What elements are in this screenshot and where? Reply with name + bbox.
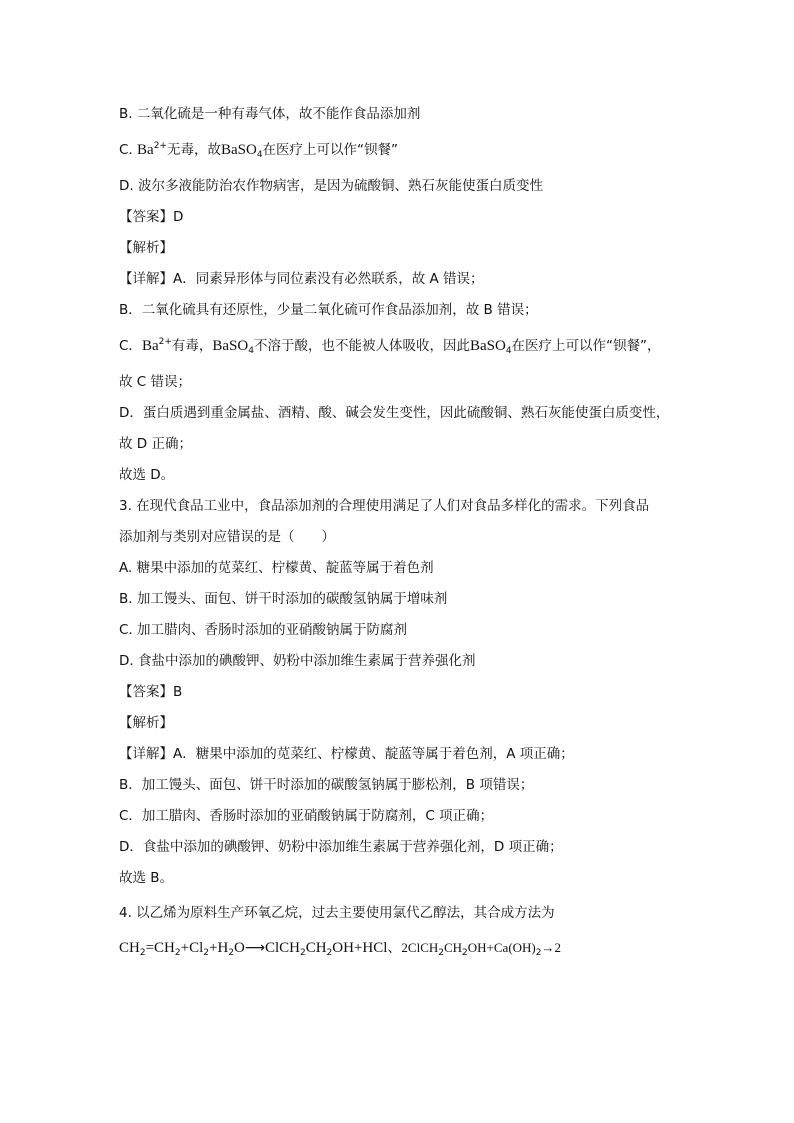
detail-c-q2	[119, 336, 661, 356]
choice-q2: 故选 D。	[119, 467, 175, 483]
reaction-arrow-icon: ⟶	[244, 940, 265, 956]
formula-subscript: 4	[248, 346, 254, 356]
question-4-stem: 4. 以乙烯为原料生产环氧乙烷，过去主要使用氯代乙醇法，其合成方法为	[119, 905, 555, 921]
formula-baso4: BaSO	[469, 338, 506, 354]
formula-part: OH+Ca(OH)	[467, 940, 536, 955]
question-3-stem-cont: 添加剂与类别对应错误的是（ ）	[119, 529, 335, 545]
analysis-heading-q3: 【解析】	[119, 715, 173, 731]
option-c-label: C.	[119, 142, 138, 158]
detail-d-q2: D．蛋白质遇到重金属盐、酒精、酸、碱会发生变性，因此硫酸铜、熟石灰能使蛋白质变性，	[119, 405, 670, 421]
q3-option-a: A. 糖果中添加的苋菜红、柠檬黄、靛蓝等属于着色剂	[119, 560, 434, 576]
formula-part: +H	[208, 940, 229, 956]
detail-a-q2: 【详解】A．同素异形体与同位素没有必然联系，故 A 错误；	[119, 271, 484, 287]
option-c	[119, 140, 398, 160]
formula-subscript: 2	[228, 948, 235, 958]
detail-c-text: 有毒，	[171, 338, 213, 354]
formula-subscript: 2	[535, 948, 542, 958]
option-d: D. 波尔多液能防治农作物病害，是因为硫酸铜、熟石灰能使蛋白质变性	[119, 178, 543, 194]
formula-part: 2ClCH	[401, 940, 439, 955]
formula-baso4: BaSO	[220, 142, 257, 158]
formula-ba: Ba	[141, 338, 159, 354]
detail-a-q3: 【详解】A．糖果中添加的苋菜红、柠檬黄、靛蓝等属于着色剂，A 项正确；	[119, 746, 574, 762]
formula-subscript: 2	[139, 948, 146, 958]
q3-option-c: C. 加工腊肉、香肠时添加的亚硝酸钠属于防腐剂	[119, 622, 408, 638]
formula-baso4: BaSO	[212, 338, 249, 354]
formula-subscript: 4	[256, 150, 263, 160]
formula-subscript: 2	[462, 948, 468, 958]
analysis-heading-q2: 【解析】	[119, 240, 173, 256]
formula-charge: 2+	[153, 141, 167, 151]
option-c-text: 无毒，故	[166, 142, 221, 158]
formula-part: →2	[541, 940, 561, 955]
detail-c-q3: C．加工腊肉、香肠时添加的亚硝酸钠属于防腐剂，C 项正确；	[119, 808, 494, 824]
formula-subscript: 4	[505, 346, 512, 356]
answer-q2: 【答案】D	[119, 209, 184, 225]
detail-c-text-mid: 不溶于酸，也不能被人体吸收，因此	[253, 338, 470, 354]
detail-b-q2: B．二氧化硫具有还原性，少量二氧化硫可作食品添加剂，故 B 错误；	[119, 302, 538, 318]
formula-subscript: 2	[438, 948, 444, 958]
formula-part: ClCH	[264, 940, 300, 956]
formula-subscript: 2	[174, 948, 181, 958]
detail-d-q3: D．食盐中添加的碘酸钾、奶粉中添加维生素属于营养强化剂，D 项正确；	[119, 839, 563, 855]
detail-c-label: C．	[119, 338, 142, 354]
formula-part: O	[234, 940, 245, 956]
choice-q3: 故选 B。	[119, 870, 174, 886]
q3-option-d: D. 食盐中添加的碘酸钾、奶粉中添加维生素属于营养强化剂	[119, 653, 476, 669]
formula-charge: 2+	[158, 337, 172, 347]
formula-subscript: 2	[203, 948, 209, 958]
formula-subscript: 2	[299, 948, 306, 958]
formula-part: CH	[443, 940, 463, 955]
formula-part: CH	[305, 940, 327, 956]
detail-c-text-end: 在医疗上可以作“钡餐”，	[511, 338, 661, 354]
formula-part: OH+HCl	[332, 940, 388, 956]
separator: 、	[387, 940, 402, 956]
detail-d-conclusion: 故 D 正确；	[119, 436, 192, 452]
option-c-text-end: 在医疗上可以作“钡餐”	[262, 142, 399, 158]
option-b: B. 二氧化硫是一种有毒气体，故不能作食品添加剂	[119, 106, 421, 122]
detail-c-conclusion: 故 C 错误；	[119, 374, 192, 390]
q3-option-b: B. 加工馒头、面包、饼干时添加的碳酸氢钠属于增味剂	[119, 591, 448, 607]
formula-part: =CH	[145, 940, 175, 956]
answer-q3: 【答案】B	[119, 684, 183, 700]
formula-ba: Ba	[137, 142, 154, 158]
formula-subscript: 2	[326, 948, 333, 958]
question-3-stem: 3. 在现代食品工业中，食品添加剂的合理使用满足了人们对食品多样化的需求。下列食品	[119, 498, 650, 514]
formula-part: CH	[119, 940, 140, 956]
reaction-equation	[119, 938, 561, 958]
detail-b-q3: B．加工馒头、面包、饼干时添加的碳酸氢钠属于膨松剂，B 项错误；	[119, 777, 534, 793]
formula-part: +Cl	[180, 940, 204, 956]
